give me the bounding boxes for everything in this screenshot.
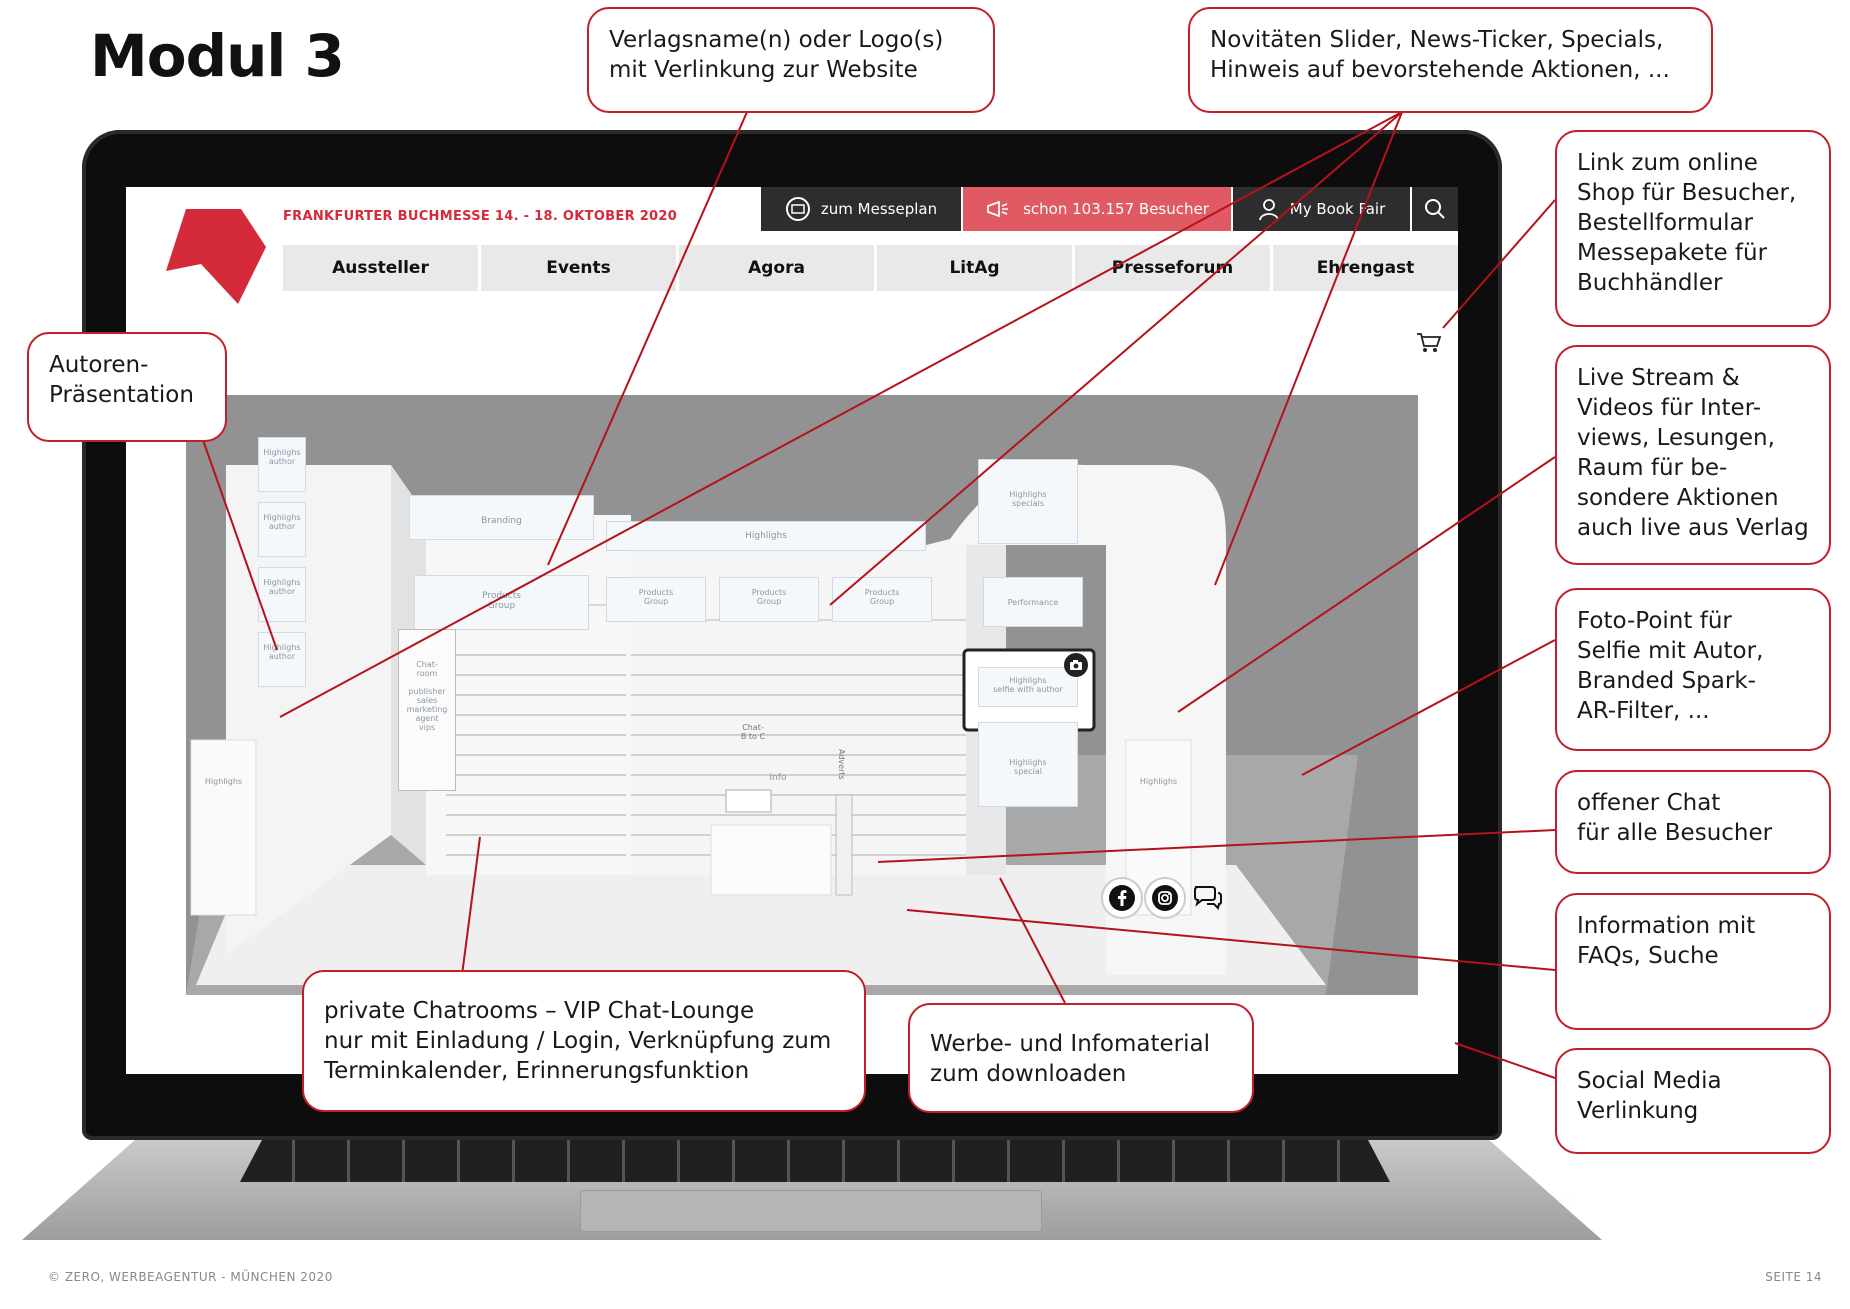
laptop-trackpad [580,1190,1042,1232]
selfie-panel[interactable]: Highlighs selfie with author [978,667,1078,707]
buchmesse-logo [166,209,266,304]
callout-publisher: Verlagsname(n) oder Logo(s) mit Verlinkung zur Website [587,7,995,113]
nav-litag[interactable]: LitAg [877,245,1072,291]
nav-aussteller[interactable]: Aussteller [283,245,478,291]
callout-photopoint: Foto-Point für Selfie mit Autor, Branded Spark- AR-Filter, ... [1555,588,1831,751]
callout-livestream: Live Stream & Videos für Inter- views, Lesungen, Raum für be- sondere Aktionen auch live aus Verlag [1555,345,1831,565]
map-icon [785,196,811,222]
messeplan-label: zum Messeplan [820,200,938,218]
callout-private-chat: private Chatrooms – VIP Chat-Lounge nur mit Einladung / Login, Verknüpfung zum Terminkalender, Erinnerungsfunktion [302,970,866,1112]
laptop-screen [126,187,1458,1074]
products-panel[interactable]: Products Group [719,577,819,622]
facebook-icon [1108,884,1136,912]
products-panel[interactable]: Products Group [606,577,706,622]
camera-button[interactable] [1064,653,1088,677]
laptop-keyboard [240,1138,1390,1182]
author-panel[interactable]: Highlighs author [258,632,306,687]
footer-copyright: © ZERO, WERBEAGENTUR - MÜNCHEN 2020 [48,1270,333,1284]
left-stand[interactable]: Highlighs [204,777,243,786]
mybookfair-button[interactable] [1233,187,1410,231]
performance-screen[interactable]: Performance [983,577,1083,627]
megaphone-icon [985,198,1013,220]
footer-page-number: SEITE 14 [1765,1270,1822,1284]
adverts-pole[interactable]: Adverts [837,749,846,780]
user-icon [1258,197,1280,221]
facebook-button[interactable] [1101,877,1143,919]
specials-panel[interactable]: Highlighs specials [978,459,1078,544]
nav-events[interactable]: Events [481,245,676,291]
search-icon [1424,198,1446,220]
author-panel[interactable]: Highlighs author [258,567,306,622]
author-panel[interactable]: Highlighs author [258,502,306,557]
callout-authors: Autoren- Präsentation [27,332,227,442]
author-panel[interactable]: Highlighs author [258,437,306,492]
visitors-label: schon 103.157 Besucher [1023,200,1209,218]
mybookfair-label: My Book Fair [1289,200,1386,218]
camera-icon [1069,659,1083,671]
cart-icon[interactable] [1416,332,1442,354]
instagram-button[interactable] [1144,877,1186,919]
nav-ehrengast[interactable]: Ehrengast [1273,245,1458,291]
messeplan-button[interactable] [761,187,961,231]
callout-chat: offener Chat für alle Besucher [1555,770,1831,874]
callout-info: Information mit FAQs, Suche [1555,893,1831,1030]
callout-novelties: Novitäten Slider, News-Ticker, Specials, Hinweis auf bevorstehende Aktionen, ... [1188,7,1713,113]
nav-presseforum[interactable]: Presseforum [1075,245,1270,291]
page-title: Modul 3 [90,22,344,90]
chat-bubbles-icon [1192,883,1224,911]
special-panel[interactable]: Highlighs special [978,722,1078,807]
search-button[interactable] [1412,187,1458,231]
callout-download: Werbe- und Infomaterial zum downloaden [908,1003,1254,1113]
chatroom-door[interactable]: Chat- room publisher sales marketing agent vips [398,629,456,791]
chat-btoc-screen[interactable]: Chat- B to C [740,723,766,741]
booth-scene [126,395,1458,995]
products-panel[interactable]: Products Group [414,575,589,630]
fair-title: FRANKFURTER BUCHMESSE 14. - 18. OKTOBER 2020 [283,209,678,224]
callout-social: Social Media Verlinkung [1555,1048,1831,1154]
info-counter[interactable]: Info [769,773,787,783]
instagram-icon [1151,884,1179,912]
branding-panel[interactable]: Branding [409,495,594,540]
callout-shop: Link zum online Shop für Besucher, Bestellformular Messepakete für Buchhändler [1555,130,1831,327]
products-panel[interactable]: Products Group [832,577,932,622]
right-stand[interactable]: Highlighs [1139,777,1178,786]
nav-agora[interactable]: Agora [679,245,874,291]
visitors-button[interactable] [963,187,1231,231]
chat-button[interactable] [1188,877,1228,917]
highlights-slider[interactable]: Highlighs [606,521,926,551]
